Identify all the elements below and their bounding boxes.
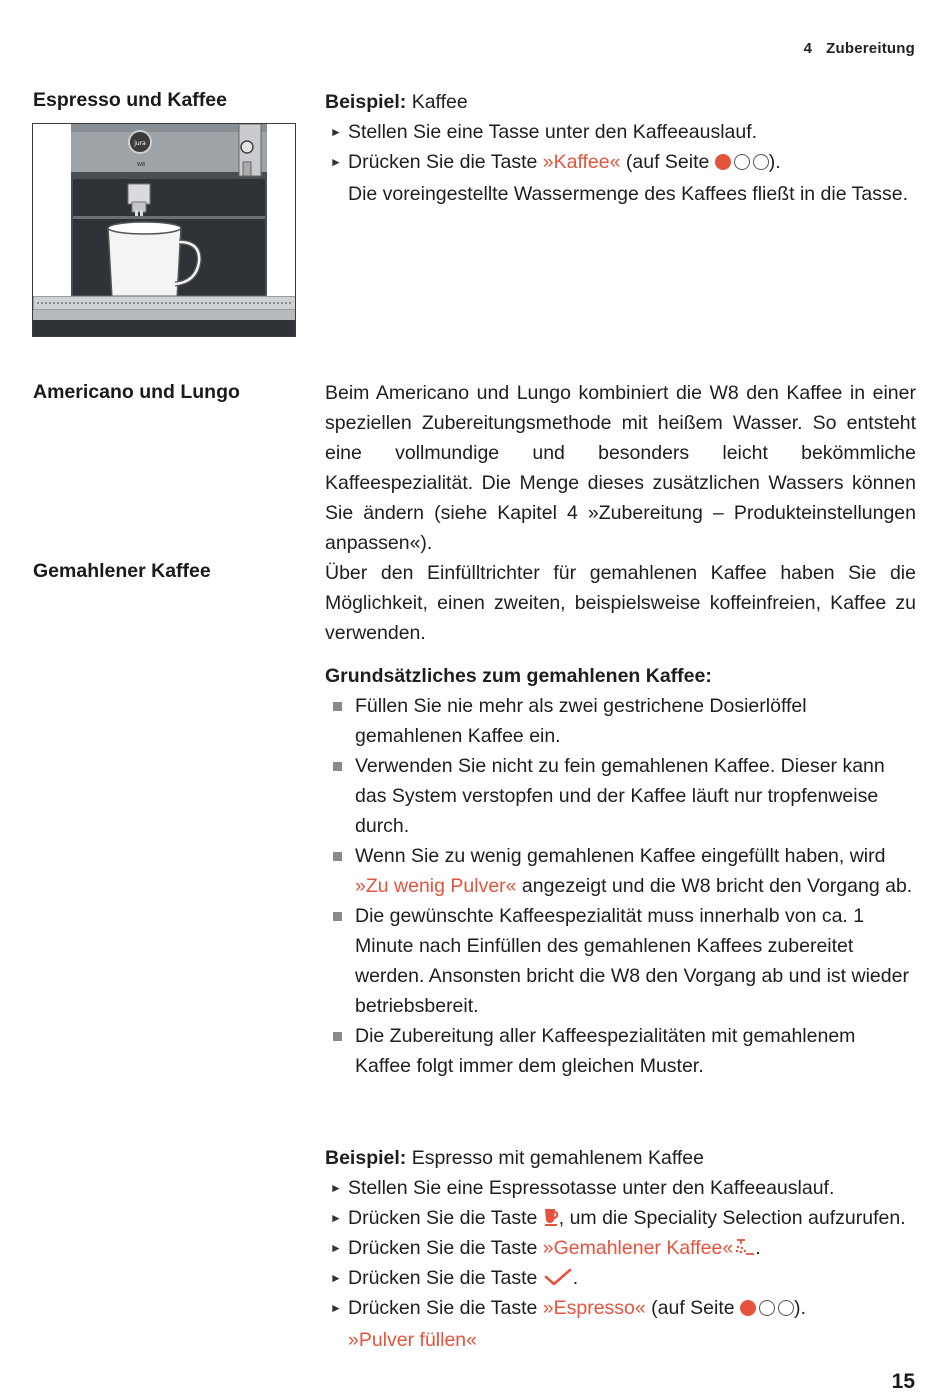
chapter-number: 4: [803, 40, 813, 57]
list-item-text: Verwenden Sie nicht zu fein gemahlenen Kaffee. Dieser kann das System verstopfen und der Kaffee läuft nur tropfenweise durch.: [355, 755, 885, 837]
bullet-square-icon: [333, 852, 342, 861]
basics-block: [325, 661, 916, 1081]
step-text: , um die Speciality Selection aufzurufen.: [558, 1207, 906, 1229]
key-label-kaffee: »Kaffee«: [542, 151, 621, 173]
step-text: .: [572, 1267, 579, 1289]
section-ground-coffee-text: Über den Einfülltrichter für gemahlenen Kaffee haben Sie die Möglichkeit, einen zweiten, beispielsweise koffeinfreien, Kaffee zu verwenden.: [325, 562, 916, 644]
list-item: [325, 751, 916, 841]
example-text: Kaffee: [411, 91, 468, 113]
coffee-machine-illustration: [32, 123, 296, 337]
step-item: [325, 147, 916, 179]
step-text: ).: [794, 1297, 806, 1319]
step-arrow-icon: ►: [330, 1181, 342, 1195]
bullet-square-icon: [333, 912, 342, 921]
chapter-title: Zubereitung: [826, 40, 915, 57]
display-message-zu-wenig-pulver: »Zu wenig Pulver«: [355, 875, 517, 897]
step-arrow-icon: ►: [330, 1241, 342, 1255]
list-item-text: Die gewünschte Kaffeespezialität muss innerhalb von ca. 1 Minute nach Einfüllen des gemahlenen Kaffees zubereitet werden. Ansonsten bricht die W8 den Vorgang ab und ist wieder betriebsbereit.: [355, 905, 909, 1017]
list-item: [325, 901, 916, 1021]
example-label: Beispiel:: [325, 1147, 407, 1169]
section-title-ground-coffee: Gemahlener Kaffee: [33, 560, 211, 582]
example-text: Espresso mit gemahlenem Kaffee: [411, 1147, 704, 1169]
display-message-pulver-fuellen: »Pulver füllen«: [348, 1329, 477, 1351]
key-label-espresso: »Espresso«: [542, 1297, 646, 1319]
step-text: Stellen Sie eine Tasse unter den Kaffeeauslauf.: [348, 121, 758, 143]
step-text: Drücken Sie die Taste: [348, 1207, 543, 1229]
step-item: [325, 1233, 916, 1263]
example-line: [325, 87, 916, 117]
list-item-text: Die Zubereitung aller Kaffeespezialitäten mit gemahlenem Kaffee folgt immer dem gleichen Muster.: [355, 1025, 856, 1077]
list-item: [325, 841, 916, 901]
step-text: ).: [768, 151, 781, 173]
step-arrow-icon: ►: [330, 125, 342, 139]
list-item-text: Füllen Sie nie mehr als zwei gestrichene Dosierlöffel gemahlenen Kaffee ein.: [355, 695, 807, 747]
checkmark-icon: [543, 1267, 573, 1287]
bullet-square-icon: [333, 762, 342, 771]
step-text: Stellen Sie eine Espressotasse unter den Kaffeeauslauf.: [348, 1177, 835, 1199]
figure-brand-text: jura: [134, 140, 146, 147]
section-title-americano: Americano und Lungo: [33, 381, 240, 403]
step-item: [325, 1173, 916, 1203]
list-item-text: angezeigt und die W8 bricht den Vorgang ab.: [516, 875, 913, 897]
step-result: Die voreingestellte Wassermenge des Kaffees fließt in die Tasse.: [348, 183, 909, 205]
running-header: [804, 40, 915, 57]
step-text: Drücken Sie die Taste: [348, 151, 543, 173]
section-americano-text: Beim Americano und Lungo kombiniert die W8 den Kaffee in einer speziellen Zubereitungsmethode mit heißem Wasser. So entsteht eine vollmundige und besonders leicht bekömmliche Kaffeespezialität. Die Menge dieses zusätzlichen Wassers können Sie ändern (siehe Kapitel 4 »Zubereitung – Produkteinstellungen anpassen«).: [325, 382, 916, 554]
list-item-text: Wenn Sie zu wenig gemahlenen Kaffee eingefüllt haben, wird: [355, 845, 886, 867]
step-text: Drücken Sie die Taste: [348, 1267, 543, 1289]
figure-model-text: W8: [136, 162, 146, 168]
example-label: Beispiel:: [325, 91, 407, 113]
coffee-machine-drawing: [33, 124, 296, 337]
step-text: Drücken Sie die Taste: [348, 1237, 543, 1259]
step-arrow-icon: ►: [330, 155, 342, 169]
step-text: Drücken Sie die Taste: [348, 1297, 543, 1319]
list-item: [325, 691, 916, 751]
step-text: (auf Seite: [620, 151, 715, 173]
list-item: [325, 1021, 916, 1081]
page-indicator-dots-icon: [715, 149, 769, 179]
bullet-square-icon: [333, 702, 342, 711]
basics-title: Grundsätzliches zum gemahlenen Kaffee:: [325, 665, 712, 687]
step-arrow-icon: ►: [330, 1301, 342, 1315]
step-item: [325, 1293, 916, 1325]
page-number: 15: [891, 1370, 915, 1393]
step-item: [325, 1263, 916, 1293]
section-espresso-body: [325, 87, 916, 209]
example-line: [325, 1143, 916, 1173]
step-arrow-icon: ►: [330, 1211, 342, 1225]
ground-coffee-icon: [733, 1237, 755, 1257]
key-label-gemahlener-kaffee: »Gemahlener Kaffee«: [542, 1237, 734, 1259]
step-item: [325, 1203, 916, 1233]
step-item: [325, 117, 916, 147]
step-text: .: [755, 1237, 761, 1259]
step-text: (auf Seite: [645, 1297, 741, 1319]
speciality-selection-icon: [543, 1207, 559, 1227]
step-arrow-icon: ►: [330, 1271, 342, 1285]
page-indicator-dots-icon: [740, 1295, 794, 1325]
example-ground-coffee-block: [325, 1143, 916, 1355]
section-title-espresso: Espresso und Kaffee: [33, 89, 227, 111]
bullet-square-icon: [333, 1032, 342, 1041]
